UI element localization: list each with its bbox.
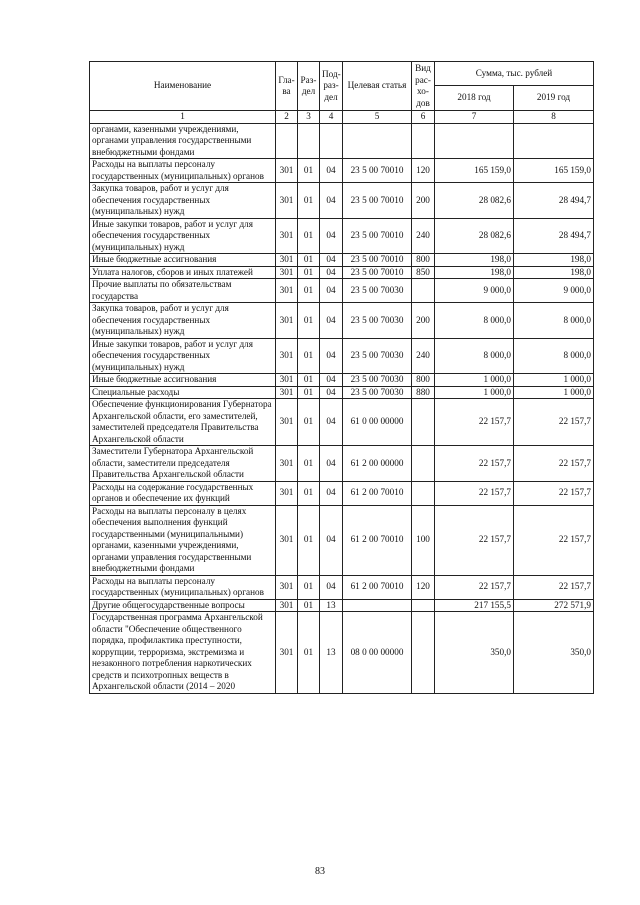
table-row	[90, 599, 594, 612]
table-row	[90, 386, 594, 399]
row-razdel: 01	[298, 303, 320, 339]
row-target-article: 23 5 00 70030	[343, 386, 412, 399]
row-glava: 301	[276, 254, 298, 267]
row-razdel: 01	[298, 399, 320, 446]
row-glava: 301	[276, 612, 298, 694]
column-number: 7	[435, 111, 514, 124]
row-amount-2019: 22 157,7	[514, 505, 594, 575]
table-row	[90, 279, 594, 303]
row-amount-2018: 28 082,6	[435, 218, 514, 254]
row-name: Иные закупки товаров, работ и услуг для обеспечения государственных (муниципальных) нужд	[90, 218, 276, 254]
row-expense-type	[412, 123, 435, 159]
row-podrazdel: 04	[320, 338, 343, 374]
row-glava: 301	[276, 266, 298, 279]
row-amount-2018: 8 000,0	[435, 303, 514, 339]
row-amount-2019: 28 494,7	[514, 218, 594, 254]
table-row	[90, 374, 594, 387]
row-amount-2018: 22 157,7	[435, 481, 514, 505]
row-expense-type: 850	[412, 266, 435, 279]
row-podrazdel	[320, 123, 343, 159]
row-podrazdel: 04	[320, 446, 343, 482]
row-razdel: 01	[298, 254, 320, 267]
row-amount-2019: 272 571,9	[514, 599, 594, 612]
row-podrazdel: 04	[320, 218, 343, 254]
row-glava: 301	[276, 279, 298, 303]
row-name: Расходы на выплаты персоналу в целях обеспечения выполнения функций государственными (муниципальными) органами, казенными учреждениями, органами управления государственными внебюджетными фондами	[90, 505, 276, 575]
row-expense-type	[412, 481, 435, 505]
table-row	[90, 254, 594, 267]
row-target-article: 61 2 00 70010	[343, 505, 412, 575]
row-razdel: 01	[298, 505, 320, 575]
row-amount-2018: 22 157,7	[435, 399, 514, 446]
row-amount-2019: 8 000,0	[514, 303, 594, 339]
row-name: Иные бюджетные ассигнования	[90, 374, 276, 387]
row-target-article: 23 5 00 70030	[343, 338, 412, 374]
header-expense-type: Вид рас-хо-дов	[412, 62, 435, 111]
table-row	[90, 575, 594, 599]
row-amount-2019: 1 000,0	[514, 386, 594, 399]
header-year-2019: 2019 год	[514, 86, 594, 111]
row-name: Закупка товаров, работ и услуг для обеспечения государственных (муниципальных) нужд	[90, 183, 276, 219]
row-amount-2019: 22 157,7	[514, 446, 594, 482]
row-glava: 301	[276, 159, 298, 183]
row-name: Закупка товаров, работ и услуг для обеспечения государственных (муниципальных) нужд	[90, 303, 276, 339]
header-target-article: Целевая статья	[343, 62, 412, 111]
row-razdel: 01	[298, 218, 320, 254]
row-amount-2018: 350,0	[435, 612, 514, 694]
row-razdel: 01	[298, 266, 320, 279]
row-podrazdel: 04	[320, 386, 343, 399]
row-glava: 301	[276, 505, 298, 575]
column-number-row	[90, 111, 594, 124]
table-row	[90, 266, 594, 279]
row-expense-type: 200	[412, 303, 435, 339]
row-glava: 301	[276, 374, 298, 387]
row-razdel: 01	[298, 386, 320, 399]
row-expense-type: 120	[412, 575, 435, 599]
row-podrazdel: 04	[320, 575, 343, 599]
row-amount-2019: 9 000,0	[514, 279, 594, 303]
page-number: 83	[315, 866, 325, 877]
row-amount-2018: 28 082,6	[435, 183, 514, 219]
row-expense-type: 800	[412, 374, 435, 387]
row-razdel	[298, 123, 320, 159]
table-row	[90, 612, 594, 694]
row-razdel: 01	[298, 159, 320, 183]
table-row	[90, 399, 594, 446]
row-glava: 301	[276, 599, 298, 612]
column-number: 3	[298, 111, 320, 124]
row-expense-type	[412, 446, 435, 482]
row-name: Расходы на выплаты персоналу государственных (муниципальных) органов	[90, 575, 276, 599]
table-row	[90, 123, 594, 159]
row-glava: 301	[276, 303, 298, 339]
column-number: 8	[514, 111, 594, 124]
row-razdel: 01	[298, 481, 320, 505]
row-target-article	[343, 599, 412, 612]
row-target-article: 23 5 00 70010	[343, 159, 412, 183]
row-target-article	[343, 123, 412, 159]
header-sum: Сумма, тыс. рублей	[435, 62, 594, 86]
row-target-article: 61 2 00 00000	[343, 446, 412, 482]
row-razdel: 01	[298, 183, 320, 219]
row-glava: 301	[276, 183, 298, 219]
table-row	[90, 303, 594, 339]
row-amount-2018: 1 000,0	[435, 386, 514, 399]
row-glava	[276, 123, 298, 159]
row-podrazdel: 04	[320, 303, 343, 339]
row-name: Прочие выплаты по обязательствам государства	[90, 279, 276, 303]
row-razdel: 01	[298, 599, 320, 612]
row-target-article: 61 2 00 70010	[343, 481, 412, 505]
row-target-article: 61 2 00 70010	[343, 575, 412, 599]
header-glava: Гла-ва	[276, 62, 298, 111]
row-amount-2018	[435, 123, 514, 159]
row-amount-2019: 22 157,7	[514, 575, 594, 599]
row-name: Уплата налогов, сборов и иных платежей	[90, 266, 276, 279]
row-name: Заместители Губернатора Архангельской области, заместители председателя Правительства Архангельской области	[90, 446, 276, 482]
table-row	[90, 218, 594, 254]
row-razdel: 01	[298, 612, 320, 694]
row-target-article: 23 5 00 70010	[343, 218, 412, 254]
row-amount-2019: 8 000,0	[514, 338, 594, 374]
table-row	[90, 446, 594, 482]
row-glava: 301	[276, 338, 298, 374]
row-glava: 301	[276, 446, 298, 482]
row-amount-2018: 217 155,5	[435, 599, 514, 612]
row-glava: 301	[276, 481, 298, 505]
row-target-article: 23 5 00 70010	[343, 266, 412, 279]
row-podrazdel: 04	[320, 505, 343, 575]
row-glava: 301	[276, 575, 298, 599]
row-podrazdel: 04	[320, 399, 343, 446]
table-row	[90, 183, 594, 219]
row-name: Другие общегосударственные вопросы	[90, 599, 276, 612]
row-amount-2018: 8 000,0	[435, 338, 514, 374]
row-target-article: 23 5 00 70010	[343, 183, 412, 219]
row-amount-2019	[514, 123, 594, 159]
row-amount-2019: 350,0	[514, 612, 594, 694]
row-amount-2019: 22 157,7	[514, 481, 594, 505]
header-year-2018: 2018 год	[435, 86, 514, 111]
header-podrazdel: Под-раз-дел	[320, 62, 343, 111]
row-podrazdel: 04	[320, 254, 343, 267]
table-header	[90, 62, 594, 124]
row-podrazdel: 04	[320, 266, 343, 279]
row-amount-2018: 1 000,0	[435, 374, 514, 387]
row-amount-2019: 198,0	[514, 266, 594, 279]
row-glava: 301	[276, 386, 298, 399]
row-glava: 301	[276, 399, 298, 446]
row-amount-2018: 198,0	[435, 266, 514, 279]
row-target-article: 08 0 00 00000	[343, 612, 412, 694]
row-amount-2018: 165 159,0	[435, 159, 514, 183]
column-number: 2	[276, 111, 298, 124]
row-name: Иные закупки товаров, работ и услуг для обеспечения государственных (муниципальных) нужд	[90, 338, 276, 374]
row-name: Обеспечение функционирования Губернатора Архангельской области, его заместителей, заместителей председателя Правительства Архангельской области	[90, 399, 276, 446]
row-expense-type: 880	[412, 386, 435, 399]
row-amount-2019: 165 159,0	[514, 159, 594, 183]
row-name: Иные бюджетные ассигнования	[90, 254, 276, 267]
budget-table	[89, 61, 594, 694]
row-target-article: 23 5 00 70030	[343, 374, 412, 387]
row-razdel: 01	[298, 338, 320, 374]
column-number: 4	[320, 111, 343, 124]
row-amount-2018: 9 000,0	[435, 279, 514, 303]
table-body	[90, 123, 594, 693]
column-number: 5	[343, 111, 412, 124]
header-name: Наименование	[90, 62, 276, 111]
row-expense-type: 120	[412, 159, 435, 183]
row-amount-2019: 22 157,7	[514, 399, 594, 446]
column-number: 1	[90, 111, 276, 124]
row-target-article: 23 5 00 70030	[343, 303, 412, 339]
row-amount-2019: 198,0	[514, 254, 594, 267]
row-expense-type: 240	[412, 218, 435, 254]
row-expense-type: 240	[412, 338, 435, 374]
row-name: Расходы на содержание государственных органов и обеспечение их функций	[90, 481, 276, 505]
row-expense-type	[412, 279, 435, 303]
row-name: Расходы на выплаты персоналу государственных (муниципальных) органов	[90, 159, 276, 183]
row-expense-type: 200	[412, 183, 435, 219]
row-name: органами, казенными учреждениями, органами управления государственными внебюджетными фондами	[90, 123, 276, 159]
header-razdel: Раз-дел	[298, 62, 320, 111]
row-amount-2018: 22 157,7	[435, 446, 514, 482]
row-amount-2019: 28 494,7	[514, 183, 594, 219]
row-name: Государственная программа Архангельской области "Обеспечение общественного порядка, профилактика преступности, коррупции, терроризма, экстремизма и незаконного потребления наркотических средств и психотропных веществ в Архангельской области (2014 – 2020	[90, 612, 276, 694]
row-amount-2018: 22 157,7	[435, 575, 514, 599]
row-target-article: 61 0 00 00000	[343, 399, 412, 446]
row-expense-type	[412, 599, 435, 612]
row-expense-type	[412, 612, 435, 694]
row-expense-type	[412, 399, 435, 446]
row-target-article: 23 5 00 70030	[343, 279, 412, 303]
table-row	[90, 159, 594, 183]
column-number: 6	[412, 111, 435, 124]
row-razdel: 01	[298, 446, 320, 482]
row-podrazdel: 04	[320, 481, 343, 505]
row-amount-2018: 198,0	[435, 254, 514, 267]
row-amount-2018: 22 157,7	[435, 505, 514, 575]
table-row	[90, 505, 594, 575]
row-podrazdel: 13	[320, 612, 343, 694]
row-target-article: 23 5 00 70010	[343, 254, 412, 267]
row-podrazdel: 04	[320, 159, 343, 183]
row-podrazdel: 04	[320, 183, 343, 219]
row-razdel: 01	[298, 279, 320, 303]
table-row	[90, 481, 594, 505]
row-podrazdel: 04	[320, 374, 343, 387]
row-podrazdel: 13	[320, 599, 343, 612]
row-podrazdel: 04	[320, 279, 343, 303]
row-expense-type: 800	[412, 254, 435, 267]
row-name: Специальные расходы	[90, 386, 276, 399]
table-row	[90, 338, 594, 374]
row-amount-2019: 1 000,0	[514, 374, 594, 387]
row-glava: 301	[276, 218, 298, 254]
row-expense-type: 100	[412, 505, 435, 575]
row-razdel: 01	[298, 374, 320, 387]
row-razdel: 01	[298, 575, 320, 599]
